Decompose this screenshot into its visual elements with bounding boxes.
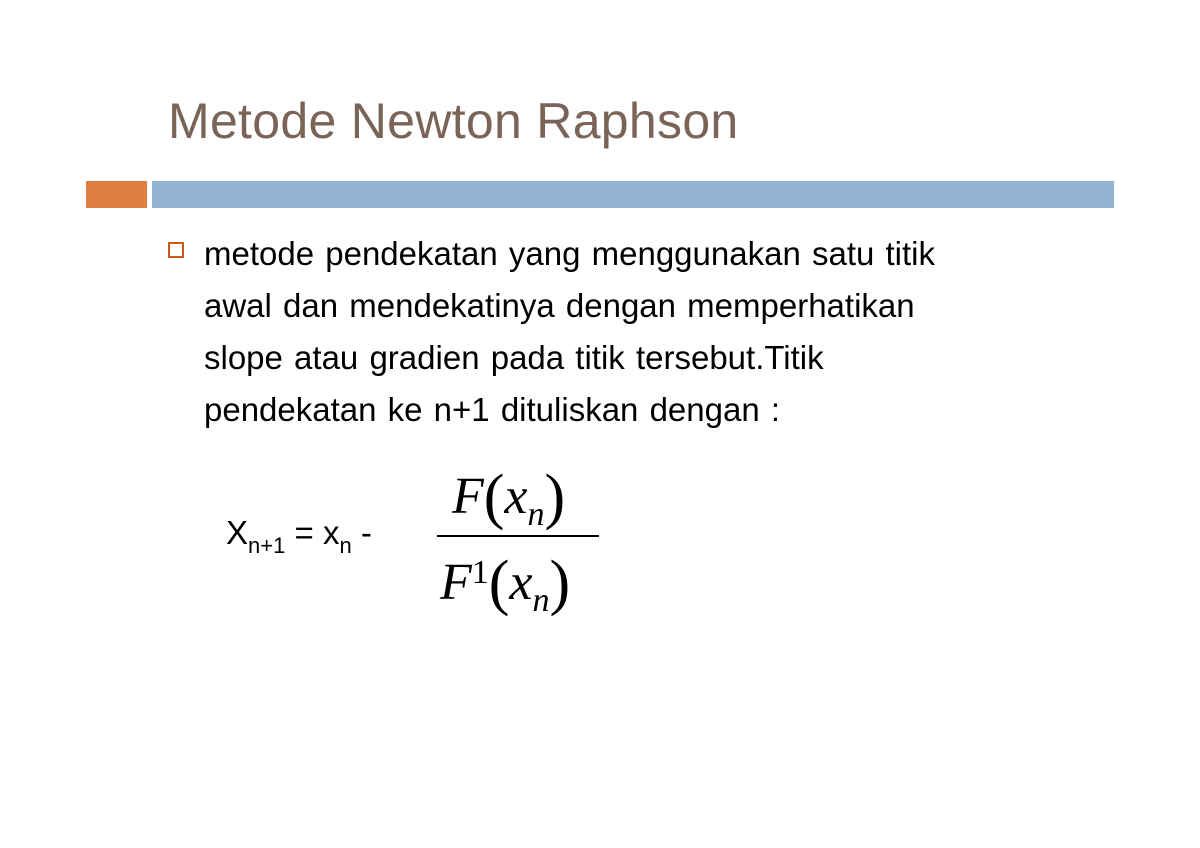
bullet-line: metode pendekatan yang menggunakan satu titik [204, 235, 936, 272]
bullet-line: slope atau gradien pada titik tersebut.Titik [204, 339, 824, 376]
denominator-variable: x [509, 554, 533, 611]
numerator-variable: x [504, 468, 528, 525]
fraction-numerator [452, 462, 565, 534]
formula-lhs-var: X [226, 514, 249, 551]
numerator-open-paren: ( [483, 463, 505, 531]
fraction-denominator [440, 548, 570, 620]
bullet-line: awal dan mendekatinya dengan memperhatikan [204, 287, 915, 324]
denominator-close-paren: ) [549, 549, 571, 617]
denominator-function: F [440, 554, 472, 611]
denominator-subscript: n [532, 582, 550, 619]
numerator-function: F [452, 468, 484, 525]
numerator-subscript: n [527, 496, 545, 533]
denominator-superscript: 1 [471, 554, 489, 591]
formula-equals-x: = x [285, 514, 340, 551]
formula-minus: - [351, 514, 372, 551]
fraction-bar [437, 535, 599, 537]
formula-rhs-subscript: n [339, 533, 352, 558]
square-bullet-icon [168, 242, 184, 258]
title-divider-bar [152, 181, 1114, 208]
denominator-open-paren: ( [488, 549, 510, 617]
title-accent-bar [86, 181, 147, 208]
slide-title: Metode Newton Raphson [168, 93, 739, 149]
bullet-paragraph [204, 228, 1074, 436]
formula-lhs [226, 514, 372, 558]
numerator-close-paren: ) [544, 463, 566, 531]
formula-lhs-subscript: n+1 [248, 533, 286, 558]
bullet-line: pendekatan ke n+1 dituliskan dengan : [204, 391, 781, 428]
